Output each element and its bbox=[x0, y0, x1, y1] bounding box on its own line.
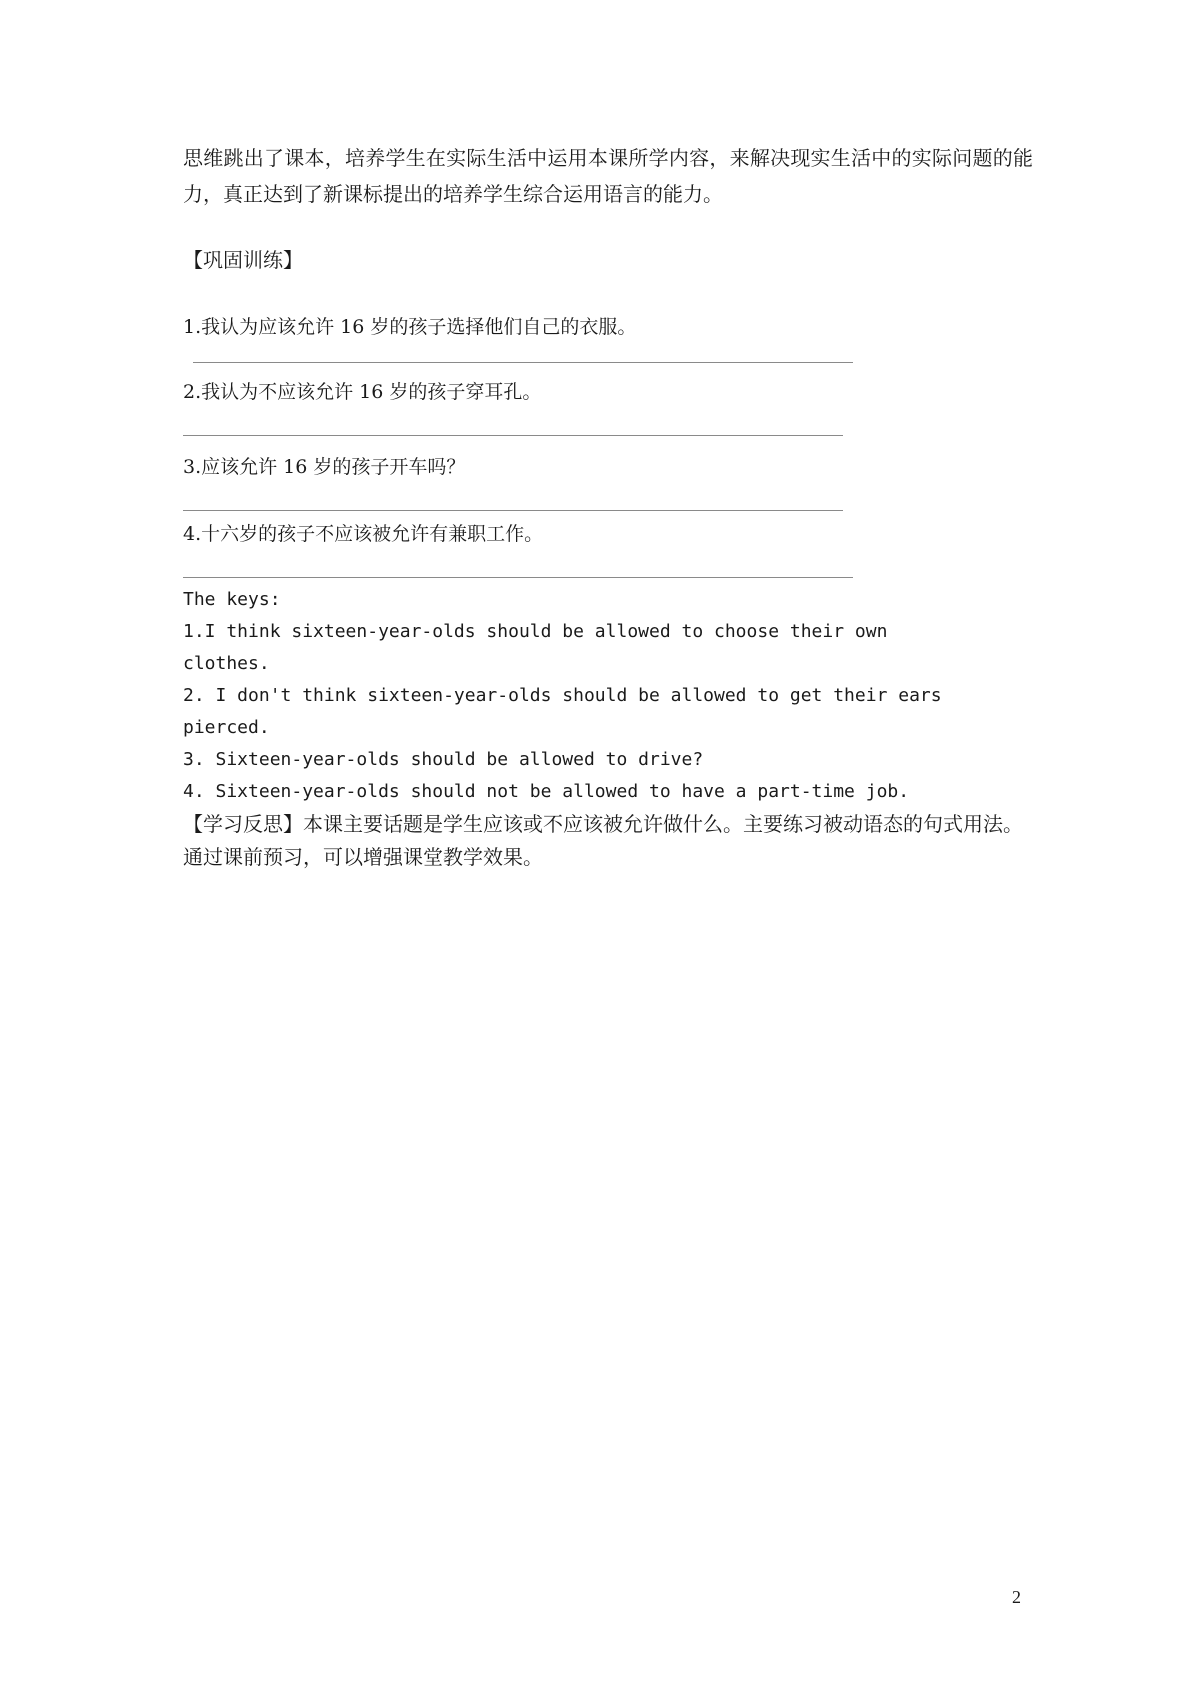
answer-line-3[interactable] bbox=[183, 510, 843, 511]
document-page bbox=[183, 140, 1033, 874]
exercise-4: 4.十六岁的孩子不应该被允许有兼职工作。 bbox=[183, 523, 544, 545]
keys-title: The keys: bbox=[183, 589, 281, 610]
reflection-paragraph: 【学习反思】本课主要话题是学生应该或不应该被允许做什么。主要练习被动语态的句式用法。通过课前预习，可以增强课堂教学效果。 bbox=[183, 812, 1023, 869]
practice-heading: 【巩固训练】 bbox=[183, 248, 303, 272]
page-number: 2 bbox=[1012, 1587, 1021, 1607]
answer-line-4[interactable] bbox=[183, 577, 853, 578]
key-answer-3: 3. Sixteen-year-olds should be allowed to drive? bbox=[183, 749, 704, 770]
key-answer-1: 1.I think sixteen-year-olds should be allowed to choose their own clothes. bbox=[183, 621, 899, 674]
exercise-3: 3.应该允许 16 岁的孩子开车吗？ bbox=[183, 456, 466, 478]
answer-keys bbox=[183, 584, 953, 808]
intro-paragraph: 思维跳出了课本，培养学生在实际生活中运用本课所学内容，来解决现实生活中的实际问题的能力，真正达到了新课标提出的培养学生综合运用语言的能力。 bbox=[183, 146, 1033, 206]
key-answer-2: 2. I don't think sixteen-year-olds should be allowed to get their ears pierced. bbox=[183, 685, 953, 738]
key-answer-4: 4. Sixteen-year-olds should not be allowed to have a part-time job. bbox=[183, 781, 910, 802]
exercise-2: 2.我认为不应该允许 16 岁的孩子穿耳孔。 bbox=[183, 381, 542, 403]
answer-line-2[interactable] bbox=[183, 435, 843, 436]
answer-line-1[interactable] bbox=[193, 362, 853, 363]
exercise-1: 1.我认为应该允许 16 岁的孩子选择他们自己的衣服。 bbox=[183, 316, 637, 338]
